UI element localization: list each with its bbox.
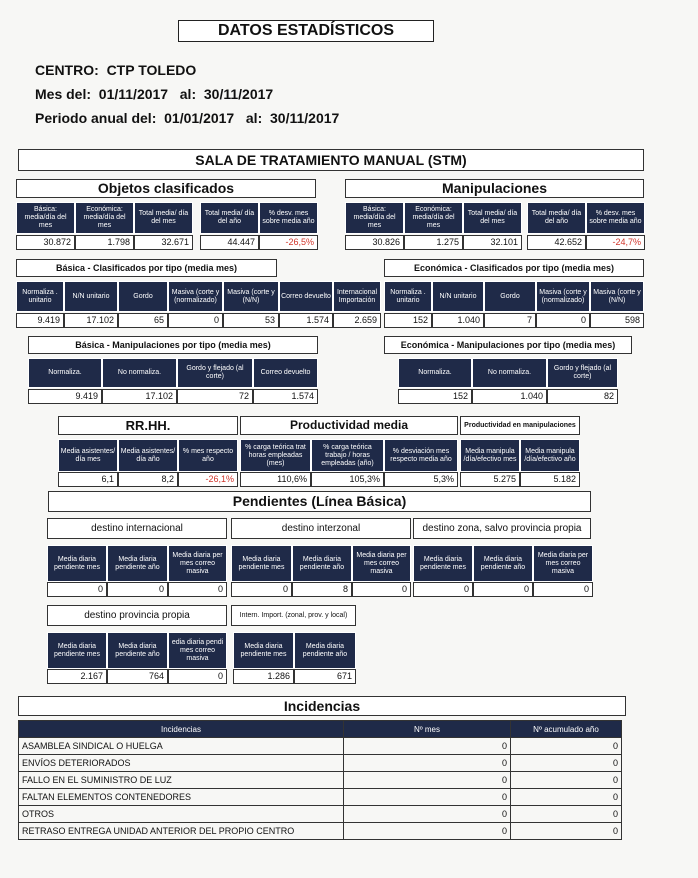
mes-line (35, 86, 273, 102)
table-header-row (19, 721, 622, 738)
dest-zona-title: destino zona, salvo provincia propia (413, 518, 591, 539)
prodmanip-header-0: Media manipula /día/efectivo mes (460, 439, 520, 472)
table-row (19, 772, 622, 789)
objetos-header-4: % desv. mes sobre media año (259, 202, 318, 234)
objetos-value-0: 30.872 (16, 235, 75, 250)
rrhh-header-0: Media asistentes/ día mes (58, 439, 118, 472)
col-mes: Nº mes (344, 721, 511, 738)
manip-header-2: Total media/ día del mes (463, 202, 522, 234)
dest-prov-title: destino provincia propia (47, 605, 227, 626)
dest-zona-value-1: 0 (473, 582, 533, 597)
manip-value-1: 1.275 (404, 235, 463, 250)
prod-title: Productividad media (240, 416, 458, 435)
dest-prov-header-0: Media diaria pendiente mes (47, 632, 107, 669)
col-ano: Nº acumulado año (511, 721, 622, 738)
incidencia-ano: 0 (511, 823, 622, 840)
eco-clas-header-0: Normaliza . unitario (384, 281, 432, 312)
mes-label: Mes del: (35, 86, 92, 102)
bas-clas-value-5: 1.574 (279, 313, 333, 328)
dest-prov-header-1: Media diaria pendiente año (107, 632, 168, 669)
eco-clas-value-2: 7 (484, 313, 536, 328)
centro-line (35, 62, 196, 78)
table-row (19, 738, 622, 755)
dest-prov-value-2: 0 (168, 669, 227, 684)
manip-title: Manipulaciones (345, 179, 644, 198)
eco-clas-title: Económica - Clasificados por tipo (media mes) (384, 259, 644, 277)
periodo-al: al: (245, 110, 263, 126)
bas-manip-title: Básica - Manipulaciones por tipo (media mes) (28, 336, 318, 354)
eco-manip-value-2: 82 (547, 389, 618, 404)
objetos-header-1: Económica: media/día del mes (75, 202, 134, 234)
centro-label: CENTRO: (35, 62, 99, 78)
objetos-header-2: Total media/ día del mes (134, 202, 193, 234)
eco-manip-header-0: Normaliza. (398, 358, 472, 388)
prodmanip-value-1: 5.182 (520, 472, 580, 487)
eco-clas-value-0: 152 (384, 313, 432, 328)
rrhh-header-2: % mes respecto año (178, 439, 238, 472)
dest-interz-value-1: 8 (292, 582, 352, 597)
bas-clas-title: Básica - Clasificados por tipo (media mes) (16, 259, 277, 277)
bas-clas-header-0: Normaliza . unitario (16, 281, 64, 312)
prodmanip-title: Productividad en manipulaciones (460, 416, 580, 435)
dest-int-header-0: Media diaria pendiente mes (47, 545, 107, 582)
dest-int-value-1: 0 (107, 582, 168, 597)
table-row (19, 789, 622, 806)
bas-manip-header-1: No normaliza. (102, 358, 177, 388)
bas-clas-value-0: 9.419 (16, 313, 64, 328)
prodmanip-header-1: Media manipula /día/efectivo año (520, 439, 580, 472)
eco-clas-value-4: 598 (590, 313, 644, 328)
eco-manip-title: Económica - Manipulaciones por tipo (media mes) (384, 336, 632, 354)
bas-clas-header-5: Correo devuelto (279, 281, 333, 312)
manip-value-4: -24,7% (586, 235, 645, 250)
objetos-title: Objetos clasificados (16, 179, 316, 198)
rrhh-header-1: Media asistentes/ día año (118, 439, 178, 472)
objetos-header-3: Total media/ día del año (200, 202, 259, 234)
stm-title: SALA DE TRATAMIENTO MANUAL (STM) (18, 149, 644, 171)
objetos-header-0: Básica: media/día del mes (16, 202, 75, 234)
rrhh-title: RR.HH. (58, 416, 238, 435)
dest-interz-value-2: 0 (352, 582, 411, 597)
bas-manip-header-3: Correo devuelto (253, 358, 318, 388)
incidencia-mes: 0 (344, 823, 511, 840)
bas-manip-value-2: 72 (177, 389, 253, 404)
eco-clas-header-3: Masiva (corte y (normalizado) (536, 281, 590, 312)
bas-clas-value-2: 65 (118, 313, 168, 328)
dest-interz-value-0: 0 (231, 582, 292, 597)
incidencia-name: ASAMBLEA SINDICAL O HUELGA (19, 738, 344, 755)
dest-prov-header-2: edia diaria pendi mes correo masiva (168, 632, 227, 669)
dest-zona-header-0: Media diaria pendiente mes (413, 545, 473, 582)
intern-header-0: Media diaria pendiente mes (233, 632, 294, 669)
incidencia-ano: 0 (511, 738, 622, 755)
intern-value-1: 671 (294, 669, 356, 684)
mes-to: 30/11/2017 (203, 86, 274, 102)
incidencia-name: FALTAN ELEMENTOS CONTENEDORES (19, 789, 344, 806)
bas-clas-header-1: N/N unitario (64, 281, 118, 312)
dest-int-header-1: Media diaria pendiente año (107, 545, 168, 582)
bas-clas-header-6: Internacional Importación (333, 281, 381, 312)
incidencias-table (18, 720, 622, 840)
page-title: DATOS ESTADÍSTICOS (178, 20, 434, 42)
eco-clas-value-3: 0 (536, 313, 590, 328)
dest-interz-header-1: Media diaria pendiente año (292, 545, 352, 582)
dest-int-title: destino internacional (47, 518, 227, 539)
incidencia-mes: 0 (344, 755, 511, 772)
prod-header-0: % carga teórica trat horas empleadas (mes) (240, 439, 311, 472)
table-row (19, 823, 622, 840)
dest-int-header-2: Media diaria per mes correo masiva (168, 545, 227, 582)
incidencias-title: Incidencias (18, 696, 626, 716)
dest-interz-title: destino interzonal (231, 518, 411, 539)
eco-clas-header-2: Gordo (484, 281, 536, 312)
dest-int-value-0: 0 (47, 582, 107, 597)
eco-manip-header-2: Gordo y flejado (al corte) (547, 358, 618, 388)
rrhh-value-2: -26,1% (178, 472, 238, 487)
eco-clas-header-4: Masiva (corte y (N/N) (590, 281, 644, 312)
mes-al: al: (179, 86, 197, 102)
bas-clas-value-1: 17.102 (64, 313, 118, 328)
incidencia-name: ENVÍOS DETERIORADOS (19, 755, 344, 772)
prod-header-1: % carga teórica trabajo / horas empleadas (año) (311, 439, 384, 472)
objetos-value-1: 1.798 (75, 235, 134, 250)
manip-header-3: Total media/ día del año (527, 202, 586, 234)
mes-from: 01/11/2017 (98, 86, 169, 102)
bas-manip-header-0: Normaliza. (28, 358, 102, 388)
dest-prov-value-0: 2.167 (47, 669, 107, 684)
periodo-label: Periodo anual del: (35, 110, 157, 126)
prodmanip-value-0: 5.275 (460, 472, 520, 487)
incidencia-ano: 0 (511, 755, 622, 772)
incidencia-mes: 0 (344, 772, 511, 789)
bas-clas-header-2: Gordo (118, 281, 168, 312)
dest-zona-value-0: 0 (413, 582, 473, 597)
manip-header-4: % desv. mes sobre media año (586, 202, 645, 234)
objetos-value-2: 32.671 (134, 235, 193, 250)
incidencia-ano: 0 (511, 772, 622, 789)
col-incidencias: Incidencias (19, 721, 344, 738)
intern-value-0: 1.286 (233, 669, 294, 684)
periodo-to: 30/11/2017 (270, 110, 340, 126)
bas-clas-header-4: Masiva (corte y (N/N) (223, 281, 279, 312)
objetos-value-3: 44.447 (200, 235, 259, 250)
incidencia-ano: 0 (511, 789, 622, 806)
dest-zona-header-2: Media diaria per mes correo masiva (533, 545, 593, 582)
table-row (19, 755, 622, 772)
intern-title: Intern. Import. (zonal, prov. y local) (231, 605, 356, 626)
manip-value-0: 30.826 (345, 235, 404, 250)
prod-value-1: 105,3% (311, 472, 384, 487)
manip-header-0: Básica: media/día del mes (345, 202, 404, 234)
intern-header-1: Media diaria pendiente año (294, 632, 356, 669)
periodo-line (35, 110, 339, 126)
dest-int-value-2: 0 (168, 582, 227, 597)
objetos-value-4: -26,5% (259, 235, 318, 250)
incidencia-name: OTROS (19, 806, 344, 823)
centro-value: CTP TOLEDO (106, 62, 197, 78)
rrhh-value-0: 6,1 (58, 472, 118, 487)
dest-interz-header-0: Media diaria pendiente mes (231, 545, 292, 582)
table-row (19, 806, 622, 823)
eco-manip-value-0: 152 (398, 389, 472, 404)
dest-zona-header-1: Media diaria pendiente año (473, 545, 533, 582)
rrhh-value-1: 8,2 (118, 472, 178, 487)
eco-clas-value-1: 1.040 (432, 313, 484, 328)
bas-manip-value-3: 1.574 (253, 389, 318, 404)
incidencia-name: FALLO EN EL SUMINISTRO DE LUZ (19, 772, 344, 789)
prod-header-2: % desviación mes respecto media año (384, 439, 458, 472)
dest-interz-header-2: Media diaria per mes correo masiva (352, 545, 411, 582)
incidencia-ano: 0 (511, 806, 622, 823)
dest-prov-value-1: 764 (107, 669, 168, 684)
bas-clas-header-3: Masiva (corte y (normalizado) (168, 281, 223, 312)
bas-clas-value-3: 0 (168, 313, 223, 328)
bas-clas-value-4: 53 (223, 313, 279, 328)
prod-value-0: 110,6% (240, 472, 311, 487)
eco-manip-header-1: No normaliza. (472, 358, 547, 388)
manip-value-3: 42.652 (527, 235, 586, 250)
bas-manip-value-0: 9.419 (28, 389, 102, 404)
periodo-from: 01/01/2017 (164, 110, 235, 126)
pendientes-title: Pendientes (Línea Básica) (48, 491, 591, 512)
bas-manip-value-1: 17.102 (102, 389, 177, 404)
incidencia-mes: 0 (344, 738, 511, 755)
incidencia-name: RETRASO ENTREGA UNIDAD ANTERIOR DEL PROPIO CENTRO (19, 823, 344, 840)
eco-clas-header-1: N/N unitario (432, 281, 484, 312)
manip-header-1: Económica: media/día del mes (404, 202, 463, 234)
manip-value-2: 32.101 (463, 235, 522, 250)
bas-clas-value-6: 2.659 (333, 313, 381, 328)
bas-manip-header-2: Gordo y flejado (al corte) (177, 358, 253, 388)
incidencia-mes: 0 (344, 789, 511, 806)
eco-manip-value-1: 1.040 (472, 389, 547, 404)
prod-value-2: 5,3% (384, 472, 458, 487)
incidencia-mes: 0 (344, 806, 511, 823)
dest-zona-value-2: 0 (533, 582, 593, 597)
